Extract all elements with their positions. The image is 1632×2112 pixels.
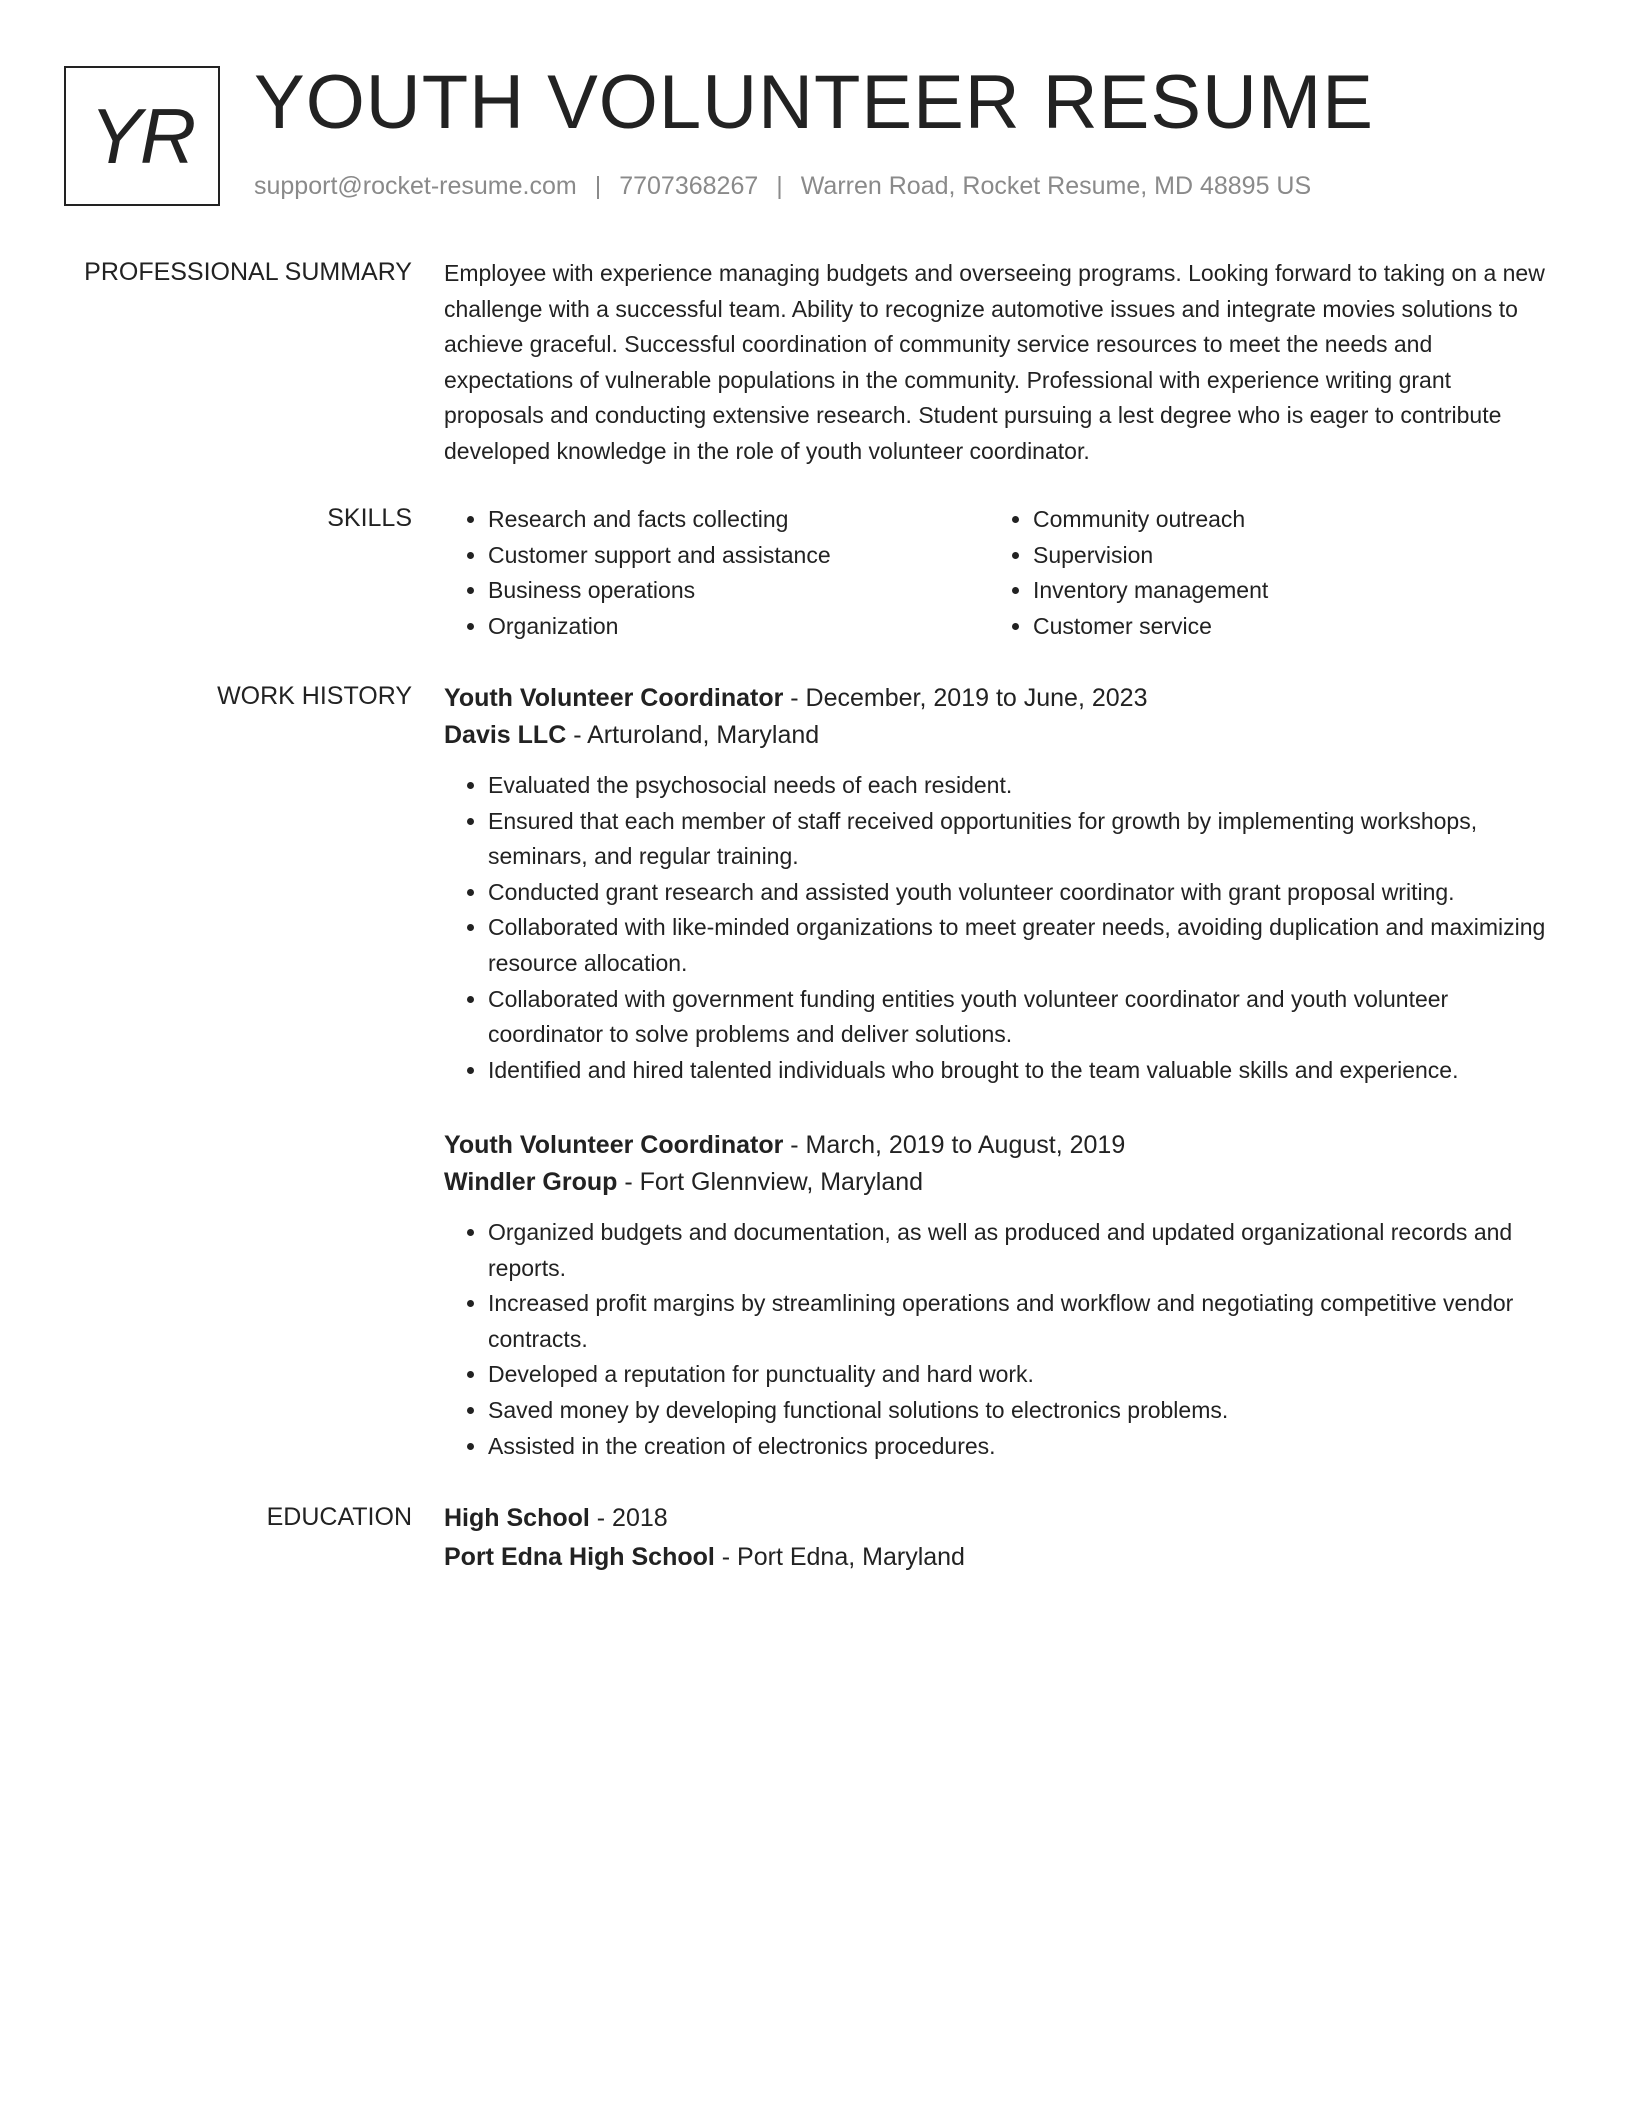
job-entry	[444, 680, 1556, 1088]
job-dates: - March, 2019 to August, 2019	[783, 1131, 1126, 1159]
job-bullet: • Ensured that each member of staff received opportunities for growth by implementing workshops, seminars, and regular training.	[488, 804, 1556, 875]
skill-item: • Supervision	[1033, 538, 1534, 574]
skill-item: • Customer service	[1033, 609, 1534, 645]
employer-location: - Arturoland, Maryland	[566, 721, 820, 749]
job-bullet: • Identified and hired talented individuals who brought to the team valuable skills and experience.	[488, 1053, 1556, 1089]
skills-heading: SKILLS	[327, 504, 412, 532]
education-school-line	[444, 1538, 1556, 1577]
skill-item: • Organization	[488, 609, 989, 645]
employer-line	[444, 717, 1556, 754]
contact-separator: |	[776, 172, 783, 200]
education-heading: EDUCATION	[266, 1503, 412, 1531]
education-degree: High School	[444, 1504, 590, 1532]
monogram-text: YR	[89, 91, 195, 180]
skills-list-left	[444, 502, 989, 644]
employer-name: Davis LLC	[444, 721, 567, 749]
skills-section	[444, 502, 1556, 644]
job-bullet: • Increased profit margins by streamlining operations and workflow and negotiating competitive vendor contracts.	[488, 1286, 1556, 1357]
job-bullet: • Conducted grant research and assisted youth volunteer coordinator with grant proposal writing.	[488, 875, 1556, 911]
education-year: - 2018	[589, 1504, 668, 1532]
skill-item: • Research and facts collecting	[488, 502, 989, 538]
job-bullet: • Developed a reputation for punctuality and hard work.	[488, 1357, 1556, 1393]
job-bullets	[444, 1215, 1556, 1464]
employer-line	[444, 1164, 1556, 1201]
contact-separator: |	[594, 172, 602, 200]
summary-heading: PROFESSIONAL SUMMARY	[84, 258, 412, 286]
education-school: Port Edna High School	[444, 1543, 715, 1571]
summary-text: Employee with experience managing budgets and overseeing programs. Looking forward to taking on a new challenge with a successful team. Ability to recognize automotive issues and integrate movies solutions to achieve graceful. Successful coordination of community service resources to meet the needs and expectations of vulnerable populations in the community. Professional with experience writing grant proposals and conducting extensive research. Student pursuing a lest degree who is eager to contribute developed knowledge in the role of youth volunteer coordinator.	[444, 260, 1545, 464]
contact-line	[254, 172, 1311, 201]
job-bullet: • Collaborated with government funding entities youth volunteer coordinator and youth volunteer coordinator to solve problems and deliver solutions.	[488, 982, 1556, 1053]
job-dates: - December, 2019 to June, 2023	[783, 684, 1148, 712]
job-title: Youth Volunteer Coordinator	[444, 684, 784, 712]
job-entry	[444, 1127, 1556, 1464]
job-title: Youth Volunteer Coordinator	[444, 1131, 784, 1159]
education-location: - Port Edna, Maryland	[714, 1543, 965, 1571]
employer-name: Windler Group	[444, 1168, 618, 1196]
job-bullet: • Assisted in the creation of electronics procedures.	[488, 1429, 1556, 1465]
job-bullet: • Saved money by developing functional solutions to electronics problems.	[488, 1393, 1556, 1429]
resume-title: YOUTH VOLUNTEER RESUME	[254, 60, 1374, 145]
job-bullet: • Collaborated with like-minded organizations to meet greater needs, avoiding duplication and maximizing resource allocation.	[488, 910, 1556, 981]
job-title-line	[444, 680, 1556, 717]
job-bullets	[444, 768, 1556, 1088]
skill-item: • Customer support and assistance	[488, 538, 989, 574]
job-bullet: • Organized budgets and documentation, as well as produced and updated organizational records and reports.	[488, 1215, 1556, 1286]
education-section	[444, 1499, 1556, 1577]
monogram-logo	[64, 66, 220, 206]
skills-list-right	[989, 502, 1534, 644]
education-degree-line	[444, 1499, 1556, 1538]
skill-item: • Inventory management	[1033, 573, 1534, 609]
job-bullet: • Evaluated the psychosocial needs of each resident.	[488, 768, 1556, 804]
summary-section	[444, 256, 1556, 470]
employer-location: - Fort Glennview, Maryland	[617, 1168, 924, 1196]
contact-email: support@rocket-resume.com	[254, 172, 577, 200]
contact-phone: 7707368267	[619, 172, 759, 200]
skill-item: • Community outreach	[1033, 502, 1534, 538]
work-history-heading: WORK HISTORY	[217, 682, 412, 710]
job-title-line	[444, 1127, 1556, 1164]
contact-address: Warren Road, Rocket Resume, MD 48895 US	[800, 172, 1312, 200]
skill-item: • Business operations	[488, 573, 989, 609]
